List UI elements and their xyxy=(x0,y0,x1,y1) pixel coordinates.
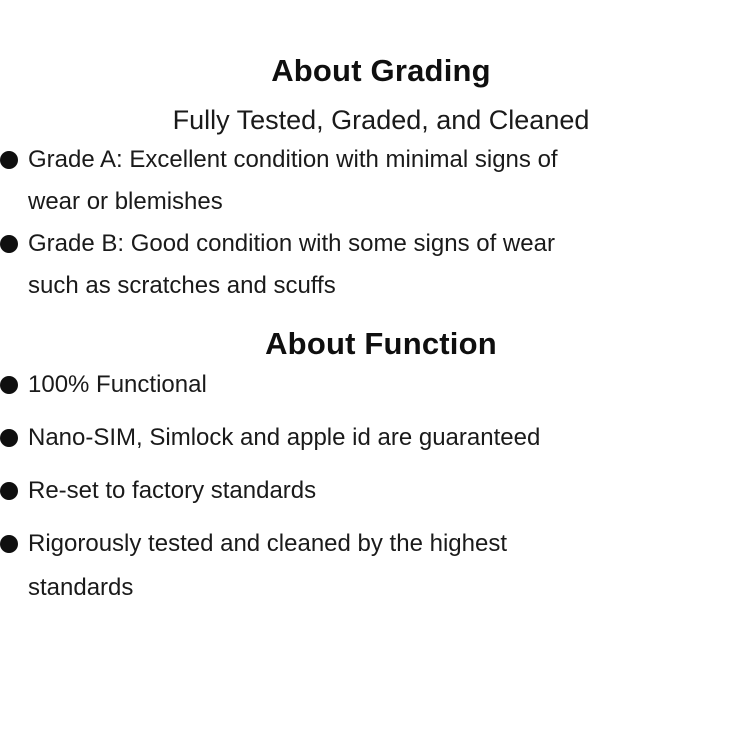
function-list-item xyxy=(0,522,750,610)
grading-list-item-text: Grade A: Excellent condition with minimal signs of wear or blemishes xyxy=(28,146,558,215)
grading-list-item xyxy=(0,139,750,223)
grading-section-title: About Grading xyxy=(271,53,491,88)
function-list xyxy=(0,363,750,610)
function-list-item-text: Re-set to factory standards xyxy=(28,477,317,504)
function-list-item xyxy=(0,363,750,407)
grading-list xyxy=(0,139,750,307)
bullet-icon xyxy=(0,482,18,500)
function-list-item-text: Rigorously tested and cleaned by the highest standards xyxy=(28,530,507,601)
bullet-icon xyxy=(0,535,18,553)
bullet-icon xyxy=(0,376,18,394)
grading-list-item xyxy=(0,223,750,307)
grading-subtitle: Fully Tested, Graded, and Cleaned xyxy=(172,105,590,135)
bullet-icon xyxy=(0,429,18,447)
bullet-icon xyxy=(0,151,18,169)
function-list-item-text: Nano-SIM, Simlock and apple id are guaranteed xyxy=(28,424,541,451)
function-list-item xyxy=(0,416,750,460)
function-list-item-text: 100% Functional xyxy=(28,371,207,398)
function-section-title: About Function xyxy=(265,326,497,361)
bullet-icon xyxy=(0,235,18,253)
function-list-item xyxy=(0,469,750,513)
grading-list-item-text: Grade B: Good condition with some signs of wear such as scratches and scuffs xyxy=(28,230,555,299)
